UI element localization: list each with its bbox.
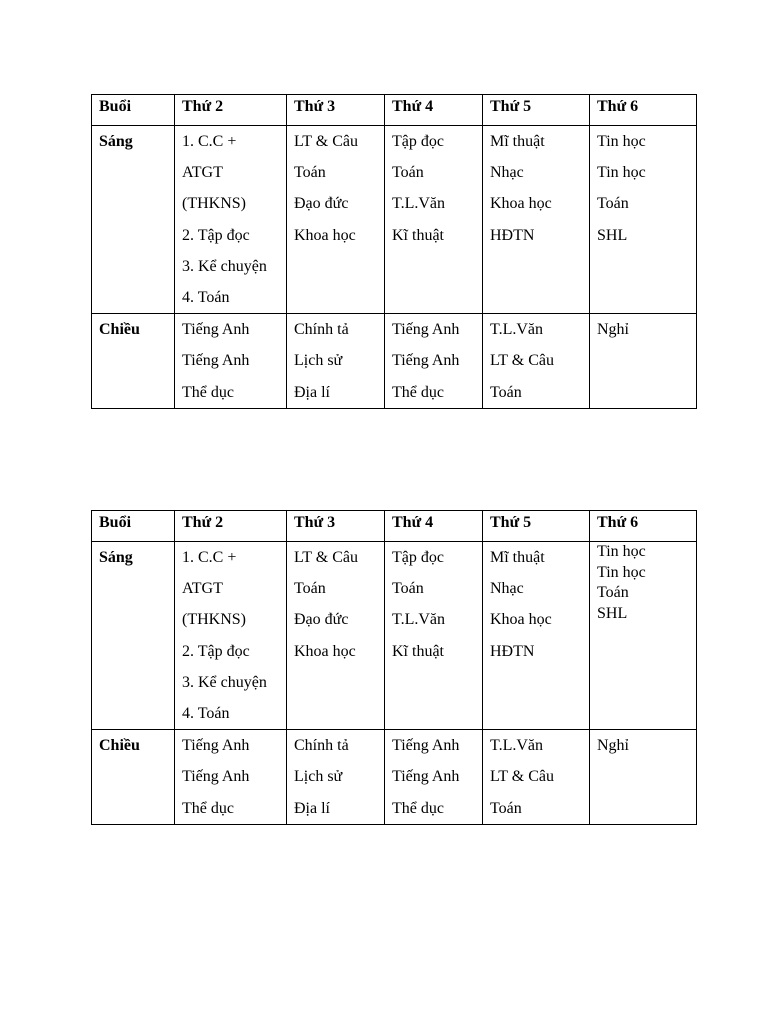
row-label: Chiều	[92, 314, 175, 409]
cell: Chính tả Lịch sử Địa lí	[287, 730, 385, 825]
cell: Tin học Tin học Toán SHL	[590, 542, 697, 730]
header-cell: Thứ 6	[590, 95, 697, 126]
cell: 1. C.C + ATGT (THKNS) 2. Tập đọc 3. Kể chuyện 4. Toán	[175, 126, 287, 314]
cell: Tiếng Anh Tiếng Anh Thể dục	[175, 730, 287, 825]
cell: Tin học Tin học Toán SHL	[590, 126, 697, 314]
cell: T.L.Văn LT & Câu Toán	[483, 730, 590, 825]
header-cell: Thứ 4	[385, 511, 483, 542]
cell: Nghỉ	[590, 730, 697, 825]
afternoon-row	[92, 314, 697, 409]
header-row	[92, 95, 697, 126]
header-cell: Buổi	[92, 511, 175, 542]
morning-row	[92, 542, 697, 730]
header-cell: Buổi	[92, 95, 175, 126]
cell: Mĩ thuật Nhạc Khoa học HĐTN	[483, 542, 590, 730]
cell: 1. C.C + ATGT (THKNS) 2. Tập đọc 3. Kể chuyện 4. Toán	[175, 542, 287, 730]
afternoon-row	[92, 730, 697, 825]
header-cell: Thứ 5	[483, 511, 590, 542]
morning-row	[92, 126, 697, 314]
header-cell: Thứ 5	[483, 95, 590, 126]
cell: Tiếng Anh Tiếng Anh Thể dục	[385, 730, 483, 825]
header-row	[92, 511, 697, 542]
cell: Tập đọc Toán T.L.Văn Kĩ thuật	[385, 542, 483, 730]
header-cell: Thứ 2	[175, 511, 287, 542]
header-cell: Thứ 6	[590, 511, 697, 542]
cell: Mĩ thuật Nhạc Khoa học HĐTN	[483, 126, 590, 314]
row-label: Sáng	[92, 126, 175, 314]
cell: T.L.Văn LT & Câu Toán	[483, 314, 590, 409]
cell: Nghỉ	[590, 314, 697, 409]
header-cell: Thứ 3	[287, 95, 385, 126]
cell: Chính tả Lịch sử Địa lí	[287, 314, 385, 409]
cell: Tiếng Anh Tiếng Anh Thể dục	[175, 314, 287, 409]
header-cell: Thứ 2	[175, 95, 287, 126]
cell: Tập đọc Toán T.L.Văn Kĩ thuật	[385, 126, 483, 314]
row-label: Chiều	[92, 730, 175, 825]
cell: Tiếng Anh Tiếng Anh Thể dục	[385, 314, 483, 409]
cell: LT & Câu Toán Đạo đức Khoa học	[287, 126, 385, 314]
header-cell: Thứ 4	[385, 95, 483, 126]
row-label: Sáng	[92, 542, 175, 730]
timetable-2	[91, 510, 697, 825]
header-cell: Thứ 3	[287, 511, 385, 542]
cell: LT & Câu Toán Đạo đức Khoa học	[287, 542, 385, 730]
timetable-1	[91, 94, 697, 409]
